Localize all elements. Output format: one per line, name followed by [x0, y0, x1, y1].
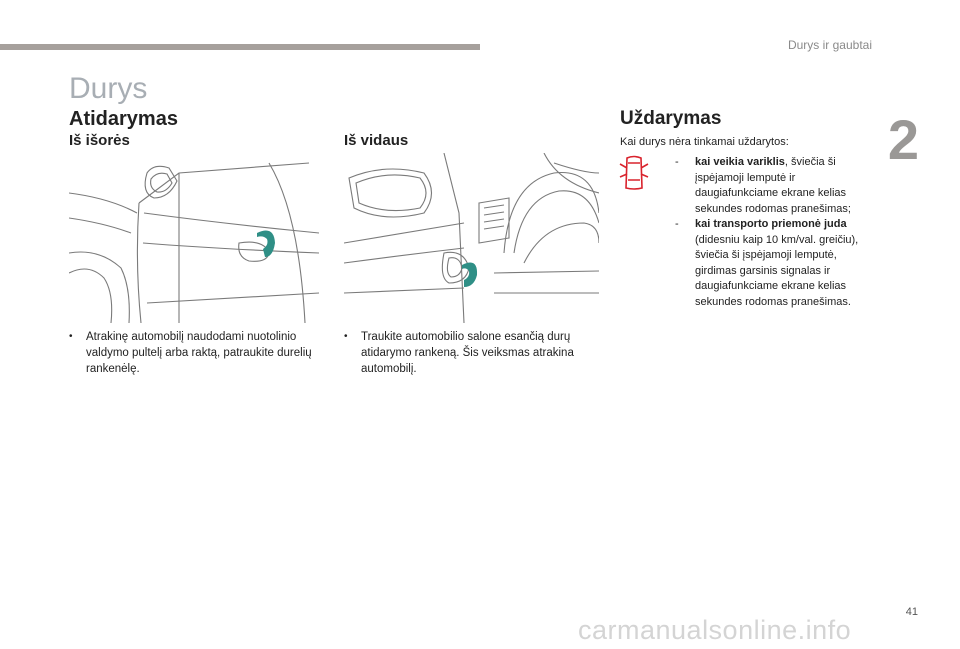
list-item: - kai veikia variklis, šviečia ši įspėjamoji lemputė ir daugiafunkciame ekrane kelias sekundes rodomas pranešimas; — [675, 156, 851, 215]
chapter-number: 2 — [887, 108, 919, 171]
inside-instruction-text: Traukite automobilio salone esančią durų atidarymo rankeną. Šis veiksmas atrakina automobilį. — [361, 331, 574, 375]
inside-instruction — [344, 329, 602, 377]
section-title: Durys ir gaubtai — [787, 38, 872, 52]
closing-heading: Uždarymas — [620, 108, 722, 129]
outside-instruction-text: Atrakinę automobilį naudodami nuotolinio valdymo pultelį arba raktą, patraukite durelių rankenėlę. — [86, 331, 312, 375]
list-item-text: (didesniu kaip 10 km/val. greičiu), šviečia ši įspėjamoji lemputė, girdimas garsinis signalas ir daugiafunkciame ekrane kelias sekundes rodomas pranešimas. — [695, 233, 859, 308]
header-bar — [0, 44, 480, 50]
bullet-icon: • — [344, 331, 348, 342]
list-item-bold: kai veikia variklis — [695, 156, 785, 168]
closing-intro: Kai durys nėra tinkamai uždarytos: — [620, 136, 789, 148]
outside-instruction — [69, 329, 329, 377]
opening-heading: Atidarymas — [69, 108, 178, 130]
watermark: carmanualsonline.info — [578, 615, 852, 645]
interior-handle-illustration — [344, 153, 599, 323]
bullet-icon: • — [69, 331, 73, 342]
list-item: - kai transporto priemonė juda (didesniu kaip 10 km/val. greičiu), šviečia ši įspėjamoji lemputė, girdimas garsinis signalas ir daugiafunkciame ekrane kelias sekundes rodomas pranešimas. — [675, 218, 859, 308]
page-number: 41 — [905, 606, 918, 618]
list-item-bold: kai transporto priemonė juda — [695, 218, 847, 230]
exterior-door-illustration — [69, 153, 324, 323]
inside-heading: Iš vidaus — [344, 132, 409, 149]
closing-list — [675, 155, 865, 310]
outside-heading: Iš išorės — [69, 132, 130, 149]
door-open-warning-icon — [617, 155, 651, 191]
page-title: Durys — [69, 72, 148, 105]
list-item-text: , šviečia ši įspėjamoji lemputė ir daugiafunkciame ekrane kelias sekundes rodomas pranešimas; — [695, 156, 851, 215]
